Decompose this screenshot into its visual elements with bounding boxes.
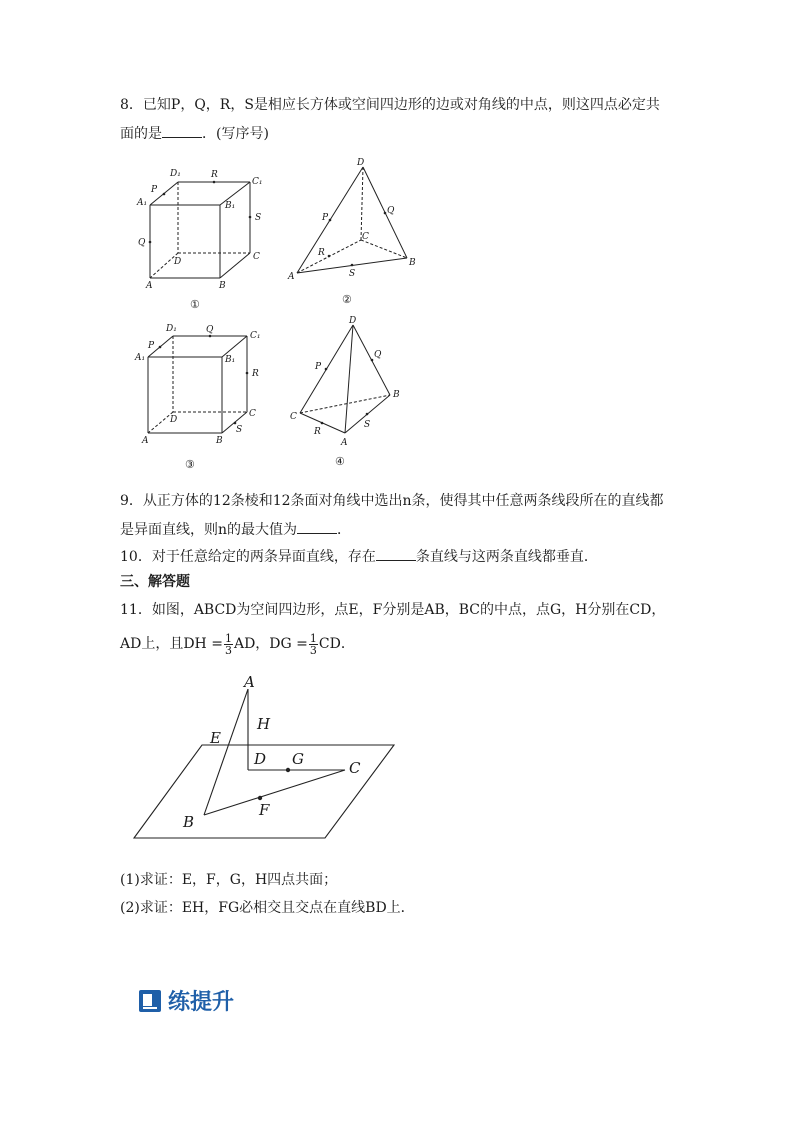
label-c: C: [362, 232, 369, 242]
q9-line2-pre: 是异面直线，则n的最大值为: [120, 522, 298, 538]
label-r: R: [314, 427, 321, 437]
figure-2-caption: ②: [342, 293, 352, 306]
label-p: P: [315, 362, 322, 372]
label-r: R: [211, 170, 218, 180]
q11-sub1: (1)求证：E，F，G，H四点共面；: [120, 872, 338, 888]
q9-line2-post: ．: [337, 522, 352, 538]
label-a: A: [288, 272, 295, 282]
q10-post: 条直线与这两条直线都垂直．: [415, 549, 598, 565]
q9-line2: [120, 519, 351, 540]
label-d: D: [254, 750, 267, 768]
figure-3-cube: [130, 320, 290, 475]
label-s: S: [236, 425, 243, 435]
label-b: B: [409, 258, 416, 268]
figure-1-caption: ①: [190, 298, 200, 311]
answer-blank: [376, 546, 416, 561]
label-c: C: [253, 252, 260, 262]
q11-line1: 11．如图，ABCD为空间四边形，点E，F分别是AB，BC的中点，点G，H分别在CD，: [120, 602, 666, 618]
q9-line1: 9．从正方体的12条棱和12条面对角线中选出n条，使得其中任意两条线段所在的直线都: [120, 493, 664, 509]
label-e: E: [210, 729, 221, 747]
q11-line2-a: AD上，且DH =: [120, 636, 223, 652]
banner-title: 练提升: [168, 990, 235, 1015]
label-b: B: [393, 390, 400, 400]
label-s: S: [364, 420, 371, 430]
q8-line1: 8．已知P，Q，R，S是相应长方体或空间四边形的边或对角线的中点，则这四点必定共: [120, 97, 660, 113]
q11-line2: [120, 630, 355, 658]
label-a1: A₁: [137, 198, 148, 208]
q11-line2-c: CD．: [318, 636, 355, 652]
label-a: A: [341, 438, 348, 448]
label-s: S: [349, 269, 356, 279]
label-a: A: [142, 436, 149, 446]
figure-4-tetrahedron: [285, 315, 415, 475]
label-d1: D₁: [166, 324, 177, 334]
label-b1: B₁: [225, 201, 236, 211]
figure-1-cuboid: [130, 160, 290, 315]
label-b1: B₁: [225, 355, 236, 365]
label-r: R: [252, 369, 259, 379]
label-b: B: [216, 436, 223, 446]
label-s: S: [255, 213, 262, 223]
label-q: Q: [138, 238, 146, 248]
label-c: C: [249, 409, 256, 419]
label-a1: A₁: [135, 353, 146, 363]
fraction-one-third: $\frac{1}{3}$: [224, 631, 232, 657]
label-c1: C₁: [252, 177, 263, 187]
label-p: P: [148, 341, 155, 351]
label-c: C: [349, 759, 361, 777]
q8-line2-pre: 面的是: [120, 126, 162, 142]
q11-sub2: (2)求证：EH，FG必相交且交点在直线BD上．: [120, 900, 415, 916]
fraction-one-third: $\frac{1}{3}$: [309, 631, 317, 657]
q11-line2-b: AD，DG =: [233, 636, 308, 652]
label-d: D: [170, 415, 178, 425]
answer-blank: [162, 123, 202, 138]
figure-3-caption: ③: [185, 458, 195, 471]
label-a: A: [244, 675, 255, 691]
label-b: B: [219, 281, 226, 291]
label-q: Q: [387, 206, 395, 216]
label-p: P: [322, 213, 329, 223]
figure-4-caption: ④: [335, 455, 345, 468]
label-d: D: [357, 158, 365, 168]
label-q: Q: [374, 350, 382, 360]
section-title: 三、解答题: [120, 574, 190, 590]
label-a: A: [146, 281, 153, 291]
label-f: F: [259, 801, 270, 819]
label-c: C: [290, 412, 297, 422]
figure-2-tetrahedron: [285, 155, 425, 315]
label-h: H: [257, 715, 271, 733]
q10-line: [120, 546, 598, 567]
label-g: G: [292, 750, 304, 768]
q10-pre: 10．对于任意给定的两条异面直线，存在: [120, 549, 376, 565]
label-c1: C₁: [250, 331, 261, 341]
label-q: Q: [206, 325, 214, 335]
book-icon: [138, 989, 162, 1013]
q8-line2-post: ．(写序号): [202, 126, 269, 142]
q8-line2: [120, 123, 269, 144]
answer-blank: [297, 519, 337, 534]
section-banner: [138, 985, 234, 1016]
label-d: D: [174, 257, 182, 267]
label-b: B: [183, 813, 195, 831]
figure-q11-space-quadrilateral: [130, 675, 410, 850]
label-p: P: [151, 185, 158, 195]
label-d: D: [349, 316, 357, 326]
label-r: R: [318, 248, 325, 258]
label-d1: D₁: [170, 169, 181, 179]
